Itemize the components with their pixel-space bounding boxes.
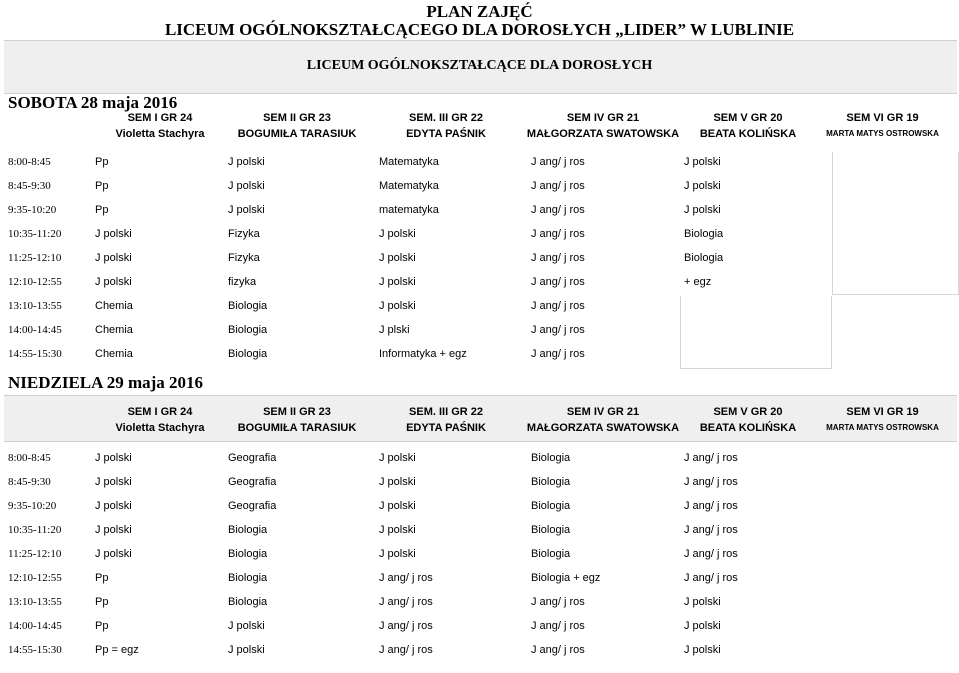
subject-cell: J ang/ j ros bbox=[684, 524, 738, 536]
group-header bbox=[219, 404, 375, 436]
group-teacher: Violetta Stachyra bbox=[115, 422, 205, 434]
subject-cell: J polski bbox=[95, 228, 132, 240]
subject-cell: Pp bbox=[95, 180, 109, 192]
group-name: SEM. III GR 22 bbox=[409, 112, 483, 124]
subject-cell: J polski bbox=[379, 228, 416, 240]
group-teacher: EDYTA PAŚNIK bbox=[406, 128, 486, 140]
subject-cell: J polski bbox=[228, 644, 265, 656]
schedule-row bbox=[0, 152, 959, 176]
subject-cell: Geografia bbox=[228, 452, 277, 464]
time-slot: 11:25-12:10 bbox=[8, 548, 62, 560]
subject-cell: J ang/ j ros bbox=[531, 324, 585, 336]
subject-cell: J polski bbox=[95, 548, 132, 560]
subject-cell: J ang/ j ros bbox=[379, 620, 433, 632]
group-teacher: BEATA KOLIŃSKA bbox=[699, 128, 797, 140]
time-slot: 14:00-14:45 bbox=[8, 620, 62, 632]
subject-cell: J ang/ j ros bbox=[531, 620, 585, 632]
group-header bbox=[82, 404, 238, 436]
group-name: SEM VI GR 19 bbox=[846, 112, 919, 124]
subject-cell: Biologia bbox=[684, 228, 724, 240]
subject-cell: J polski bbox=[684, 596, 721, 608]
subject-cell: Chemia bbox=[95, 324, 133, 336]
subject-cell: Pp bbox=[95, 156, 109, 168]
group-name: SEM IV GR 21 bbox=[566, 112, 640, 124]
subject-cell: Informatyka + egz bbox=[379, 348, 467, 360]
schedule-row bbox=[0, 640, 959, 664]
subject-cell: + egz bbox=[684, 276, 712, 288]
schedule-row bbox=[0, 544, 959, 568]
subject-cell: J ang/ j ros bbox=[684, 548, 738, 560]
page-subtitle: LICEUM OGÓLNOKSZTAŁCĄCE DLA DOROSŁYCH bbox=[306, 58, 653, 73]
subject-cell: J ang/ j ros bbox=[684, 500, 738, 512]
subject-cell: J ang/ j ros bbox=[531, 596, 585, 608]
schedule-row bbox=[0, 592, 959, 616]
subject-cell: Chemia bbox=[95, 348, 133, 360]
subject-cell: matematyka bbox=[379, 204, 439, 216]
subject-cell: J ang/ j ros bbox=[379, 596, 433, 608]
day-title-sunday: NIEDZIELA 29 maja 2016 bbox=[8, 373, 204, 392]
subject-cell: Biologia bbox=[228, 348, 268, 360]
group-teacher: MAŁGORZATA SWATOWSKA bbox=[526, 422, 680, 434]
time-slot: 12:10-12:55 bbox=[8, 276, 62, 288]
subject-cell: J polski bbox=[379, 500, 416, 512]
subject-cell: J polski bbox=[379, 276, 416, 288]
group-header bbox=[368, 404, 524, 436]
time-slot: 9:35-10:20 bbox=[8, 204, 57, 216]
group-header bbox=[810, 404, 955, 436]
subject-cell: J ang/ j ros bbox=[379, 572, 433, 584]
subject-cell: Biologia bbox=[531, 500, 571, 512]
subject-cell: Matematyka bbox=[379, 156, 439, 168]
subject-cell: J ang/ j ros bbox=[684, 476, 738, 488]
subject-cell: J ang/ j ros bbox=[531, 180, 585, 192]
subject-cell: J polski bbox=[95, 476, 132, 488]
subject-cell: J polski bbox=[379, 476, 416, 488]
schedule-row bbox=[0, 248, 959, 272]
group-name: SEM II GR 23 bbox=[263, 112, 331, 124]
subject-cell: Biologia bbox=[228, 548, 268, 560]
schedule-row bbox=[0, 200, 959, 224]
schedule-row bbox=[0, 448, 959, 472]
time-slot: 9:35-10:20 bbox=[8, 500, 57, 512]
group-header bbox=[525, 110, 681, 142]
subject-cell: Biologia bbox=[228, 300, 268, 312]
subject-cell: J polski bbox=[228, 180, 265, 192]
group-teacher: BOGUMIŁA TARASIUK bbox=[237, 422, 357, 434]
school-name: LICEUM OGÓLNOKSZTAŁCĄCEGO DLA DOROSŁYCH „LIDER” W LUBLINIE bbox=[164, 20, 795, 39]
schedule-row bbox=[0, 272, 959, 296]
subject-cell: Biologia bbox=[228, 572, 268, 584]
group-header bbox=[219, 110, 375, 142]
subject-cell: Biologia bbox=[228, 324, 268, 336]
time-slot: 8:00-8:45 bbox=[8, 452, 51, 464]
time-slot: 14:00-14:45 bbox=[8, 324, 62, 336]
subject-cell: Pp bbox=[95, 596, 109, 608]
subject-cell: J polski bbox=[95, 524, 132, 536]
subject-cell: J ang/ j ros bbox=[684, 572, 738, 584]
time-slot: 10:35-11:20 bbox=[8, 228, 62, 240]
day-title-saturday: SOBOTA 28 maja 2016 bbox=[8, 93, 178, 112]
schedule-row bbox=[0, 616, 959, 640]
subject-cell: Pp bbox=[95, 620, 109, 632]
group-name: SEM I GR 24 bbox=[127, 112, 193, 124]
subject-cell: J ang/ j ros bbox=[379, 644, 433, 656]
group-header bbox=[368, 110, 524, 142]
subject-cell: Biologia bbox=[531, 524, 571, 536]
group-header bbox=[670, 110, 826, 142]
subject-cell: J polski bbox=[684, 204, 721, 216]
subject-cell: J polski bbox=[379, 452, 416, 464]
subject-cell: Biologia bbox=[531, 452, 571, 464]
subject-cell: J polski bbox=[684, 180, 721, 192]
subject-cell: Pp bbox=[95, 204, 109, 216]
subject-cell: J ang/ j ros bbox=[531, 300, 585, 312]
subject-cell: Biologia bbox=[531, 548, 571, 560]
empty-cell-border bbox=[832, 152, 959, 295]
subject-cell: Fizyka bbox=[228, 252, 260, 264]
subject-cell: Chemia bbox=[95, 300, 133, 312]
group-header bbox=[670, 404, 826, 436]
schedule-row bbox=[0, 472, 959, 496]
schedule-row bbox=[0, 520, 959, 544]
subject-cell: Fizyka bbox=[228, 228, 260, 240]
subject-cell: Biologia bbox=[228, 596, 268, 608]
subject-cell: Biologia bbox=[228, 524, 268, 536]
subject-cell: J ang/ j ros bbox=[531, 276, 585, 288]
time-slot: 13:10-13:55 bbox=[8, 300, 62, 312]
group-name: SEM V GR 20 bbox=[713, 406, 783, 418]
group-name: SEM IV GR 21 bbox=[566, 406, 640, 418]
subject-cell: J ang/ j ros bbox=[531, 644, 585, 656]
subject-cell: fizyka bbox=[228, 276, 257, 288]
subject-cell: J ang/ j ros bbox=[531, 252, 585, 264]
time-slot: 8:45-9:30 bbox=[8, 180, 51, 192]
subject-cell: Biologia bbox=[531, 476, 571, 488]
subject-cell: J polski bbox=[684, 620, 721, 632]
group-name: SEM. III GR 22 bbox=[409, 406, 483, 418]
subject-cell: J polski bbox=[228, 620, 265, 632]
empty-cell-border bbox=[680, 296, 832, 369]
group-header bbox=[525, 404, 681, 436]
group-teacher: EDYTA PAŚNIK bbox=[406, 422, 486, 434]
subject-cell: J polski bbox=[228, 156, 265, 168]
time-slot: 11:25-12:10 bbox=[8, 252, 62, 264]
subject-cell: J polski bbox=[684, 644, 721, 656]
group-name: SEM V GR 20 bbox=[713, 112, 783, 124]
time-slot: 14:55-15:30 bbox=[8, 348, 62, 360]
subject-cell: J polski bbox=[379, 524, 416, 536]
group-teacher: MAŁGORZATA SWATOWSKA bbox=[526, 128, 680, 140]
schedule-row bbox=[0, 496, 959, 520]
subject-cell: Pp = egz bbox=[95, 644, 139, 656]
group-teacher: BEATA KOLIŃSKA bbox=[699, 422, 797, 434]
subject-cell: J polski bbox=[95, 500, 132, 512]
time-slot: 13:10-13:55 bbox=[8, 596, 62, 608]
subject-cell: J polski bbox=[379, 548, 416, 560]
subject-cell: J ang/ j ros bbox=[531, 348, 585, 360]
group-teacher: BOGUMIŁA TARASIUK bbox=[237, 128, 357, 140]
subject-cell: J plski bbox=[379, 324, 410, 336]
subject-cell: J ang/ j ros bbox=[684, 452, 738, 464]
subject-cell: Matematyka bbox=[379, 180, 439, 192]
group-header bbox=[810, 110, 955, 142]
group-teacher: MARTA MATYS OSTROWSKA bbox=[826, 129, 939, 138]
subject-cell: Geografia bbox=[228, 500, 277, 512]
time-slot: 10:35-11:20 bbox=[8, 524, 62, 536]
time-slot: 8:00-8:45 bbox=[8, 156, 51, 168]
group-name: SEM VI GR 19 bbox=[846, 406, 919, 418]
time-slot: 14:55-15:30 bbox=[8, 644, 62, 656]
schedule-row bbox=[0, 176, 959, 200]
schedule-row bbox=[0, 224, 959, 248]
subject-cell: J ang/ j ros bbox=[531, 228, 585, 240]
subject-cell: J polski bbox=[95, 252, 132, 264]
subject-cell: J polski bbox=[95, 452, 132, 464]
subject-cell: J polski bbox=[228, 204, 265, 216]
time-slot: 12:10-12:55 bbox=[8, 572, 62, 584]
subject-cell: J ang/ j ros bbox=[531, 156, 585, 168]
subject-cell: Pp bbox=[95, 572, 109, 584]
subject-cell: J ang/ j ros bbox=[531, 204, 585, 216]
time-slot: 8:45-9:30 bbox=[8, 476, 51, 488]
subject-cell: Geografia bbox=[228, 476, 277, 488]
subject-cell: Biologia + egz bbox=[531, 572, 601, 584]
page-title: PLAN ZAJĘĆ bbox=[426, 2, 533, 21]
subject-cell: J polski bbox=[379, 300, 416, 312]
group-teacher: MARTA MATYS OSTROWSKA bbox=[826, 423, 939, 432]
subject-cell: J polski bbox=[684, 156, 721, 168]
subject-cell: J polski bbox=[95, 276, 132, 288]
schedule-row bbox=[0, 568, 959, 592]
group-header bbox=[82, 110, 238, 142]
group-name: SEM I GR 24 bbox=[127, 406, 193, 418]
group-teacher: Violetta Stachyra bbox=[115, 128, 205, 140]
subject-cell: Biologia bbox=[684, 252, 724, 264]
group-name: SEM II GR 23 bbox=[263, 406, 331, 418]
subject-cell: J polski bbox=[379, 252, 416, 264]
